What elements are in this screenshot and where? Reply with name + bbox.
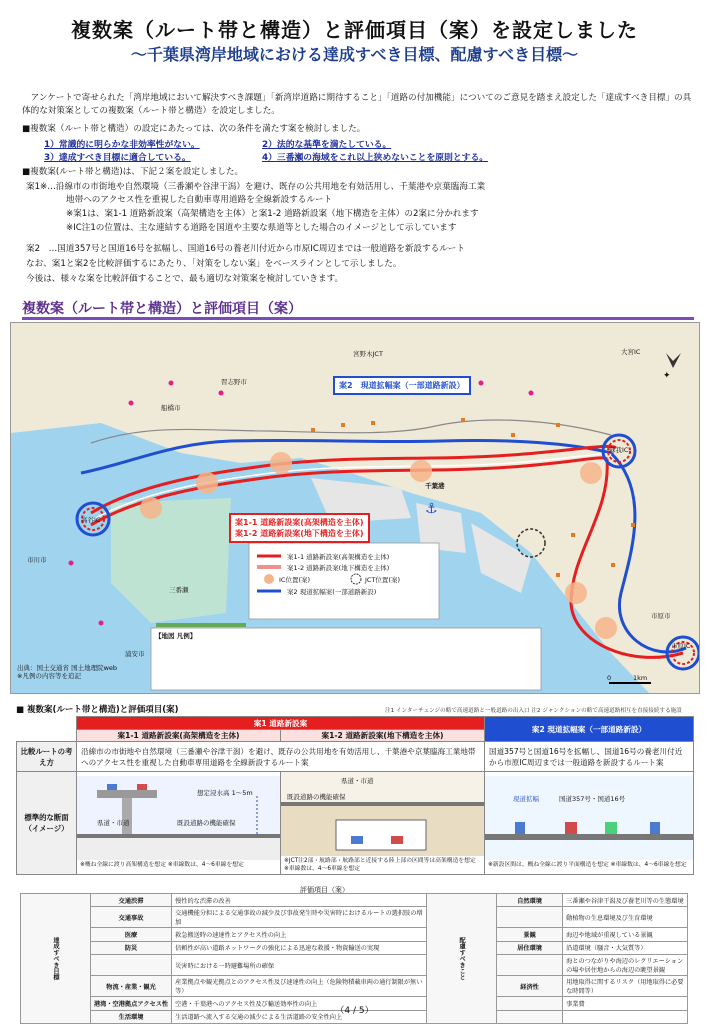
condition-2: 2）法的な基準を満たしている。 [262,140,392,150]
eval-right-item: 海とのつながりや海辺のレクリエーションの場や居住地からの海辺の眺望景観 [563,955,688,976]
table-caption: ■ 複数案(ルート帯と構造)と評価項目(案) [16,705,179,715]
row-head-concept: 比較ルートの考え方 [17,742,77,772]
eval-left-item: 産業拠点や観光拠点とのアクセス性及び速達性の向上（危険物積載車両の通行制限が無い等） [172,976,427,997]
eval-right-category: 居住環境 [497,941,563,954]
place-ootaki: 大宮IC [621,348,641,356]
map-source: 出典：国土交通省 国土地理院web [17,664,118,672]
eval-row [21,976,688,997]
eval-right-item: 事業費 [563,997,688,1010]
eval-left-category: 港湾・空港拠点アクセス性 [91,997,172,1010]
eval-left-category: 医療 [91,928,172,941]
eval-row [21,894,688,907]
plan1-concept: 沿線市の市街地や自然環境（三番瀬や谷津干潟）を避け、既存の公共用地を有効活用し、千葉港や京葉臨海工業地帯へのアクセス性を重視した自動車専用道路を全線新設するルート案 [77,742,485,772]
place-funabashi: 船橋市 [161,404,181,412]
eval-row [21,907,688,928]
header-plan2: 案2 現道拡幅案（一部道路新設） [485,717,694,742]
legend-jct: JCT位置(案) [365,576,400,584]
eval-right-category: 自然環境 [497,894,563,907]
table-note: 注1 インターチェンジの略で高速道路と一般道路の出入口 注2 ジャンクションの略で高速道路相互を直接接続する施設 [385,708,682,714]
plan2-desc: 案2 …国道357号と国道16号を拡幅し、国道16号の養老川付近から市原IC周辺までは一般道路を新設するルート [26,244,465,254]
eval-right-item: 海辺や地域が重視している景観 [563,928,688,941]
eval-right-item: 用地取得に関するリスク（用地取得に必要な時間等） [563,976,688,997]
header-plan1-2: 案1-2 道路新設案(地下構造を主体) [281,730,485,742]
scale-label: 1km [633,674,648,682]
legend-plan1-1: 案1-1 道路新設案(高架構造を主体) [287,553,390,561]
place-ichihara: 市原市 [651,612,671,620]
eval-left-category: 交通事故 [91,907,172,928]
route-map [10,322,700,694]
anchor-icon: ⚓ [425,501,438,517]
closing-2: 今後は、様々な案を比較評価することで、最も適切な対策案を検討していきます。 [26,274,344,284]
eval-right-category: 経済性 [497,976,563,997]
condition-1: 1）常識的に明らかな非効率性がない。 [44,140,200,150]
place-soga-ic: 蘇我IC [609,446,629,454]
plan1-note1: ※案1は、案1-1 道路新設案（高架構造を主体）と案1-2 道路新設案（地下構造を主体）の2案に分かれます [66,209,479,219]
eval-left-item: 災害時における一時避難場所の確保 [172,955,427,976]
place-sanbanze: 三番瀬 [169,586,189,594]
compass-icon: ✦ [663,371,671,381]
plan1-desc-b: 地帯へのアクセス性を重視した自動車専用道路を全線新設するルート [66,195,333,205]
place-takaya-ic: 高谷IC [81,516,101,524]
eval-left-item: 慢性的な渋滞の改善 [172,894,427,907]
eval-right-item: 三番瀬や谷津干潟及び養老川等の生態環境 [563,894,688,907]
eval-left-item: 交通機能分担による交通事故の減少及び事故発生時や災害時におけるルートの選択肢の増加 [172,907,427,928]
widening-note: ※新設区間は、概ね全線に渡り平面構造を想定 ※車線数は、4～6車線を想定 [488,862,687,868]
row-head-section: 標準的な断面（イメージ） [17,772,77,875]
condition-3: 3）達成すべき目標に適合している。 [44,153,191,163]
elevated-note: ※概ね全線に渡り高架構造を想定 ※車線数は、4～6車線を想定 [80,862,244,868]
header-plan1: 案1 道路新設案 [77,717,485,730]
eval-left-item: 救急搬送時の速達性とアクセス性の向上 [172,928,427,941]
comparison-table [16,716,694,875]
eval-right-item: 動植物の生息環境及び生育環境 [563,907,688,928]
callout-plan2: 案2 現道拡幅案（一部道路新設） [333,376,471,395]
underground-section-graphic [281,772,484,856]
eval-right-category: 景観 [497,928,563,941]
eval-left-category: 交通渋滞 [91,894,172,907]
underground-note: ※JCT注2部・航路部・航路部と近接する陸上部の区間等は高架構造を想定 ※車線数は、4～6車線を想定 [284,858,476,872]
scale-zero: 0 [607,674,612,682]
map-source-note: ※凡例の内容等を追記 [17,672,81,680]
bullet-plans: ■複数案(ルート帯と構造)は、下記２案を設定しました。 [22,167,244,177]
eval-left-item: 生活道路へ流入する交通の減少による生活道路の安全性向上 [172,1010,427,1023]
eval-right-category [497,907,563,928]
eval-left-category: 物流・産業・観光 [91,976,172,997]
eval-row [21,941,688,954]
eval-left-category: 防災 [91,941,172,954]
place-miyano-jct: 宮野木JCT [353,350,383,358]
header-plan1-1: 案1-1 道路新設案(高架構造を主体) [77,730,281,742]
place-ichikawa: 市川市 [27,556,47,564]
plan1-note2: ※IC注1の位置は、主な連結する道路を国道や主要な県道等とした場合のイメージとして示しています [66,223,457,233]
place-narashino: 習志野市 [221,378,247,386]
eval-group-right: 配慮すべきこと [427,894,497,1024]
legend-ic: IC位置(案) [279,576,311,584]
section-underline [22,317,694,320]
bullet-conditions: ■複数案（ルート帯と構造）の設定にあたっては、次の条件を満たす案を検討しました。 [22,124,366,134]
page-title: 複数案（ルート帯と構造）と評価項目（案）を設定しました [71,18,638,42]
eval-left-category: 生活環境 [91,1010,172,1023]
callout-plan1: 案1-1 道路新設案(高架構造を主体) 案1-2 道路新設案(地下構造を主体) [229,513,370,543]
widening-section-graphic [485,776,693,860]
page-subtitle: ～千葉県湾岸地域における達成すべき目標、配慮すべき目標～ [130,45,579,64]
place-urayasu: 浦安市 [125,650,145,658]
evaluation-title: 評価項目（案） [300,886,349,894]
eval-right-item: 沿道環境（騒音・大気質等） [563,941,688,954]
legend-plan2: 案2 現道拡幅案(一部道路新設) [287,588,377,596]
section-underground: 県道・市道 既設道路の機能確保 ※JCT注2部・航路部・航路部と近接する陸上部の区間等は高架構造を想定 ※車線数は、4～6車線を想定 [281,772,485,875]
eval-group-left: 達成すべき目標 [21,894,91,1024]
condition-4: 4）三番瀬の海域をこれ以上狭めないことを原則とする。 [262,153,489,163]
legend-plan1-2: 案1-2 道路新設案(地下構造を主体) [287,564,390,572]
plan2-concept: 国道357号と国道16号を拡幅し、国道16号の養老川付近から市原IC周辺までは一般道路を新設するルート案 [485,742,694,772]
section-title: 複数案（ルート帯と構造）と評価項目（案） [22,301,302,317]
eval-left-item: 空港・千葉港へのアクセス性及び輸送効率性の向上 [172,997,427,1010]
eval-row [21,955,688,976]
section-elevated: 県道・市道 既設道路の機能確保 想定浸水高 1～5m ※概ね全線に渡り高架構造を想定 ※車線数は、4～6車線を想定 [77,772,281,875]
eval-left-category [91,955,172,976]
eval-left-item: 信頼性が高い道路ネットワークの強化による迅速な救援・物資輸送の実現 [172,941,427,954]
closing-1: なお、案1と案2を比較評価するにあたり、「対策をしない案」をベースラインとして示しました。 [26,259,402,269]
map-legend-title: 【地図 凡例】 [155,632,197,640]
page-number: （4 / 5） [335,1006,374,1016]
eval-row [21,928,688,941]
place-chiba-port: 千葉港 [425,482,445,490]
plan1-desc-a: 案1※…沿線市の市街地や自然環境（三番瀬や谷津干潟）を避け、既存の公共用地を有効活用し、千葉港や京葉臨海工業 [26,182,486,192]
intro-paragraph: アンケートで寄せられた「湾岸地域において解決すべき課題」「新湾岸道路に期待すること」「道路の付加機能」についてのご意見を踏まえ設定した「達成すべき目標」の具体的な対策案としての複数案（ルート帯と構造）を設定しました。 [22,93,692,116]
eval-right-category [497,955,563,976]
place-ichihara-ic: 市原IC [671,642,691,650]
section-widening: 現道拡幅 国道357号・国道16号 ※新設区間は、概ね全線に渡り平面構造を想定 ※車線数は、4～6車線を想定 [485,772,694,875]
